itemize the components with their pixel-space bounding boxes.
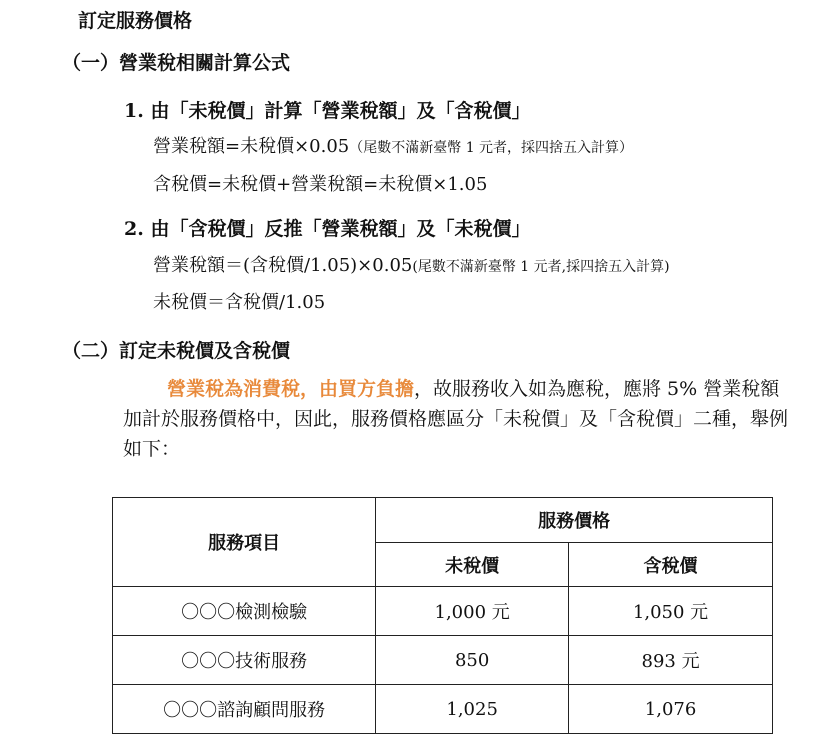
cell-tax-included: 1,050 元 (569, 587, 773, 636)
header-tax-included: 含稅價 (569, 543, 773, 587)
table-row (113, 685, 773, 734)
rounding-note: （尾數不滿新臺幣 1 元者，採四捨五入計算） (349, 140, 634, 156)
header-pretax: 未稅價 (376, 543, 569, 587)
section-2-heading: （二）訂定未稅價及含稅價 (62, 340, 291, 362)
price-table (112, 497, 773, 734)
cell-pretax: 850 (376, 636, 569, 685)
cell-tax-included: 893 元 (569, 636, 773, 685)
item-1-formula-1 (153, 132, 633, 158)
highlight-text: 營業稅為消費稅，由買方負擔 (167, 378, 415, 400)
header-service-item: 服務項目 (113, 498, 376, 587)
header-service-price: 服務價格 (376, 498, 773, 543)
rounding-note: (尾數不滿新臺幣 1 元者,採四捨五入計算) (412, 259, 670, 275)
cell-pretax: 1,025 (376, 685, 569, 734)
item-2-formula-1 (153, 251, 670, 277)
formula-text: 營業稅額＝(含稅價/1.05)×0.05 (153, 255, 413, 276)
section-1-heading: （一）營業稅相關計算公式 (62, 52, 291, 74)
table-row (113, 636, 773, 685)
table-row (113, 587, 773, 636)
item-2-heading: 2. 由「含稅價」反推「營業稅額」及「未稅價」 (124, 218, 531, 240)
paragraph-body: ，故服務收入如為應稅，應將 5% 營業稅額加計於服務價格中，因此，服務價格應區分「未稅價」及「含稅價」二種，舉例如下： (123, 378, 789, 460)
cell-item: 〇〇〇技術服務 (113, 636, 376, 685)
section-2-paragraph (123, 374, 788, 464)
cell-pretax: 1,000 元 (376, 587, 569, 636)
cell-item: 〇〇〇檢測檢驗 (113, 587, 376, 636)
item-2-formula-2: 未稅價＝含稅價/1.05 (153, 292, 326, 313)
item-1-heading: 1. 由「未稅價」計算「營業稅額」及「含稅價」 (124, 100, 531, 122)
page-title: 訂定服務價格 (78, 10, 193, 32)
formula-text: 營業稅額=未稅價×0.05 (153, 136, 350, 157)
item-1-formula-2: 含稅價=未稅價+營業稅額=未稅價×1.05 (153, 174, 488, 195)
cell-item: 〇〇〇諮詢顧問服務 (113, 685, 376, 734)
cell-tax-included: 1,076 (569, 685, 773, 734)
